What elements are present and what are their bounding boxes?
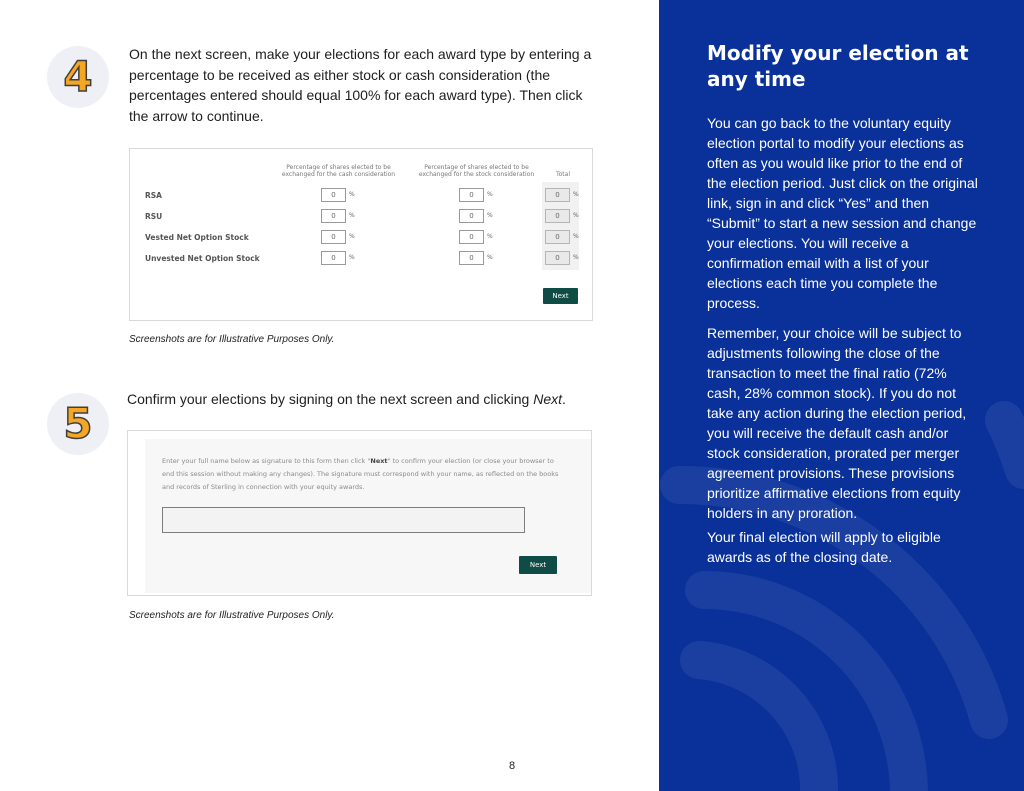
step-5-instructions: [127, 389, 597, 410]
next-button[interactable]: Next: [543, 288, 578, 304]
panel-paragraph-final: Your final election will apply to eligible awards as of the closing date.: [707, 529, 941, 565]
signature-input[interactable]: [162, 507, 525, 533]
percent-sign: %: [573, 191, 579, 198]
percent-sign: %: [573, 254, 579, 261]
percent-sign: %: [349, 212, 355, 219]
stock-percent-input[interactable]: 0: [459, 188, 484, 202]
step-4-instructions: On the next screen, make your elections for each award type by entering a percentage to be received as either stock or cash consideration (the percentages entered should equal 100% for each award type). Then click the arrow to continue.: [129, 46, 592, 125]
election-form-screenshot: [129, 148, 593, 321]
cash-percent-input[interactable]: 0: [321, 230, 346, 244]
signature-form-panel: [145, 439, 591, 593]
cash-percent-input[interactable]: 0: [321, 209, 346, 223]
award-type-label: Vested Net Option Stock: [145, 233, 249, 242]
total-percent-field: 0: [545, 230, 570, 244]
table-row: [130, 188, 592, 204]
stock-column-header: Percentage of shares elected to be exchanged for the stock consideration: [418, 164, 535, 178]
cash-percent-input[interactable]: 0: [321, 188, 346, 202]
award-type-label: RSA: [145, 191, 162, 200]
cash-column-header: Percentage of shares elected to be exchanged for the cash consideration: [281, 164, 396, 178]
percent-sign: %: [349, 233, 355, 240]
decorative-arc-inner: [699, 660, 819, 790]
percent-sign: %: [487, 233, 493, 240]
award-type-label: Unvested Net Option Stock: [145, 254, 260, 263]
table-row: [130, 251, 592, 267]
instructions-next-bold: Next: [370, 457, 388, 465]
total-percent-field: 0: [545, 188, 570, 202]
step-5-text-end: .: [562, 391, 566, 407]
page-number: 8: [509, 760, 516, 772]
signature-form-screenshot: [127, 430, 592, 596]
screenshot-caption: Screenshots are for Illustrative Purposes Only.: [129, 334, 335, 345]
step-5-text-start: Confirm your elections by signing on the next screen and clicking: [127, 391, 534, 407]
cash-percent-input[interactable]: 0: [321, 251, 346, 265]
total-column-header: Total: [555, 171, 570, 178]
panel-heading: Modify your election at any time: [707, 41, 969, 91]
decorative-arc-edge: [1004, 420, 1024, 470]
total-percent-field: 0: [545, 209, 570, 223]
panel-paragraph-modify: You can go back to the voluntary equity election portal to modify your elections as often as you would like prior to the end of the election period. Just click on the original link, sign in and click “Yes” and then “Submit” to start a new session and change your elections. You will receive a confirmation email with a list of your elections each time you complete the process.: [707, 115, 978, 311]
step-4-badge: [47, 46, 109, 108]
percent-sign: %: [573, 212, 579, 219]
panel-paragraph-proration: Remember, your choice will be subject to adjustments following the close of the transaction to meet the final ratio (72% cash, 28% common stock). If you do not take any action during the election period, you will receive the default cash and/or stock consideration, prorated per merger agreement provisions. These provisions prioritize affirmative elections from equity holders in any proration.: [707, 325, 967, 521]
info-sidebar: [659, 0, 1024, 791]
step-5-badge: [47, 393, 109, 455]
instructions-start: Enter your full name below as signature to this form then click ": [162, 457, 371, 465]
percent-sign: %: [487, 254, 493, 261]
signature-instructions: [162, 455, 562, 493]
percent-sign: %: [487, 191, 493, 198]
next-button[interactable]: Next: [519, 556, 557, 574]
total-percent-field: 0: [545, 251, 570, 265]
percent-sign: %: [349, 254, 355, 261]
instructions-end: " to confirm your election (or close your browser to end this session without making any changes). The signature must correspond with your name, as reflected on the books and records of Sterling in connection with your equity awards.: [162, 457, 559, 491]
stock-percent-input[interactable]: 0: [459, 230, 484, 244]
step-5-number: 5: [63, 399, 93, 448]
step-5-next-emphasis: Next: [533, 391, 563, 407]
percent-sign: %: [349, 191, 355, 198]
percent-sign: %: [573, 233, 579, 240]
stock-percent-input[interactable]: 0: [459, 209, 484, 223]
stock-percent-input[interactable]: 0: [459, 251, 484, 265]
award-type-label: RSU: [145, 212, 163, 221]
step-4-number: 4: [63, 52, 93, 101]
table-row: [130, 230, 592, 246]
percent-sign: %: [487, 212, 493, 219]
screenshot-caption: Screenshots are for Illustrative Purposes Only.: [129, 610, 335, 621]
table-row: [130, 209, 592, 225]
